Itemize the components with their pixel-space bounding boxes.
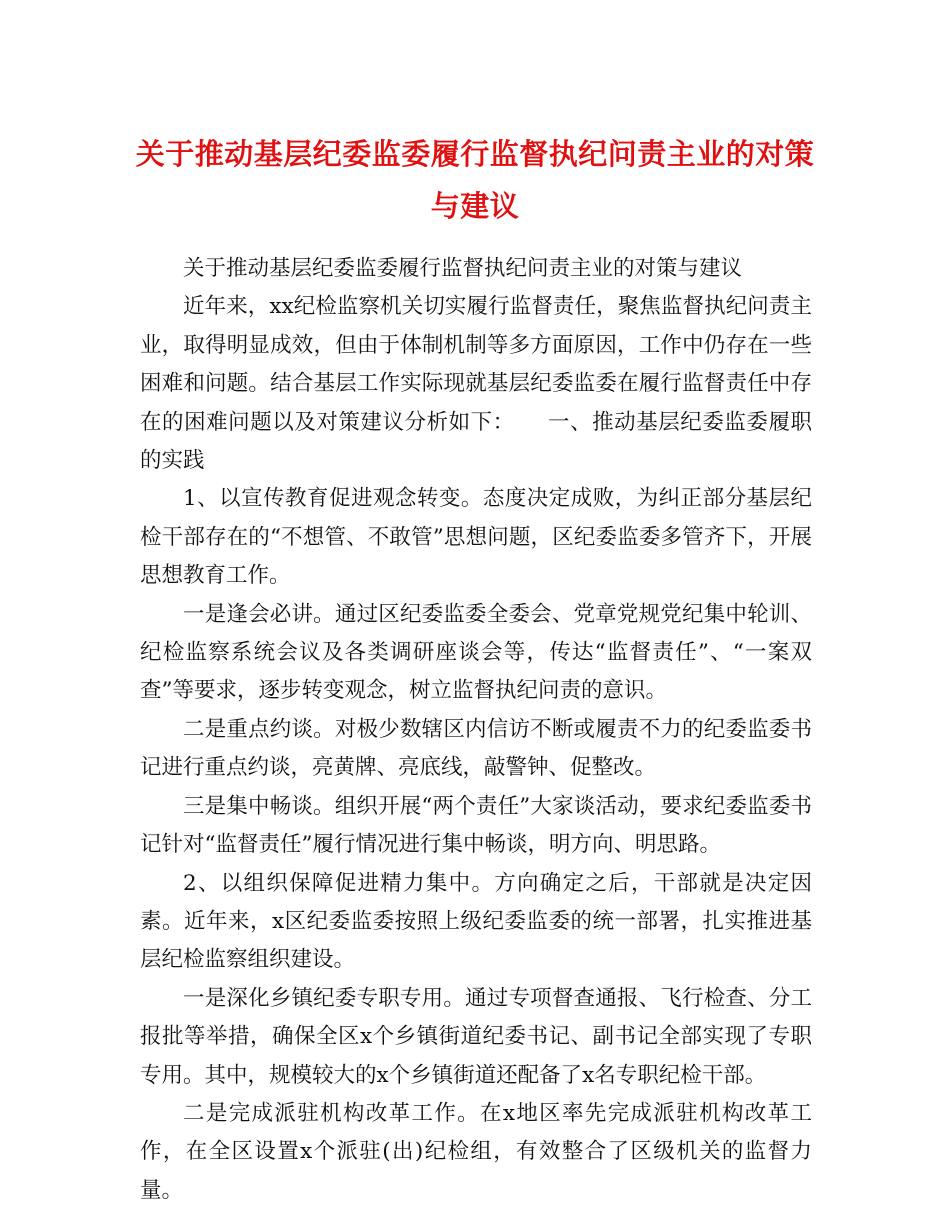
paragraph: 二是完成派驻机构改革工作。在x地区率先完成派驻机构改革工作，在全区设置x个派驻(出)纪检组，有效整合了区级机关的监督力量。 — [140, 1100, 812, 1203]
paragraph-heading: 关于推动基层纪委监委履行监督执纪问责主业的对策与建议 — [183, 256, 743, 281]
paragraph: 一是深化乡镇纪委专职专用。通过专项督查通报、飞行检查、分工报批等举措，确保全区x个乡镇街道纪委书记、副书记全部实现了专职专用。其中，规模较大的x个乡镇街道还配备了x名专职纪检干部。 — [140, 985, 812, 1088]
paragraph: 一是逢会必讲。通过区纪委监委全委会、党章党规党纪集中轮训、纪检监察系统会议及各类调研座谈会等，传达“监督责任”、“一案双查”等要求，逐步转变观念，树立监督执纪问责的意识。 — [140, 601, 812, 704]
paragraph: 2、以组织保障促进精力集中。方向确定之后，干部就是决定因素。近年来，x区纪委监委按照上级纪委监委的统一部署，扎实推进基层纪检监察组织建设。 — [140, 870, 812, 973]
document-body — [140, 250, 812, 1210]
paragraph: 三是集中畅谈。组织开展“两个责任”大家谈活动，要求纪委监委书记针对“监督责任”履行情况进行集中畅谈，明方向、明思路。 — [140, 793, 812, 858]
paragraph: 1、以宣传教育促进观念转变。态度决定成败，为纠正部分基层纪检干部存在的“不想管、不敢管”思想问题，区纪委监委多管齐下，开展思想教育工作。 — [140, 486, 812, 589]
paragraph: 二是重点约谈。对极少数辖区内信访不断或履责不力的纪委监委书记进行重点约谈，亮黄牌、亮底线，敲警钟、促整改。 — [140, 716, 812, 781]
document-title: 关于推动基层纪委监委履行监督执纪问责主业的对策与建议 — [135, 137, 815, 223]
paragraph: 近年来，xx纪检监察机关切实履行监督责任，聚焦监督执纪问责主业，取得明显成效，但由于体制机制等多方面原因，工作中仍存在一些困难和问题。结合基层工作实际现就基层纪委监委在履行监督责任中存在的困难问题以及对策建议分析如下： 一、推动基层纪委监委履职的实践 — [140, 294, 812, 474]
